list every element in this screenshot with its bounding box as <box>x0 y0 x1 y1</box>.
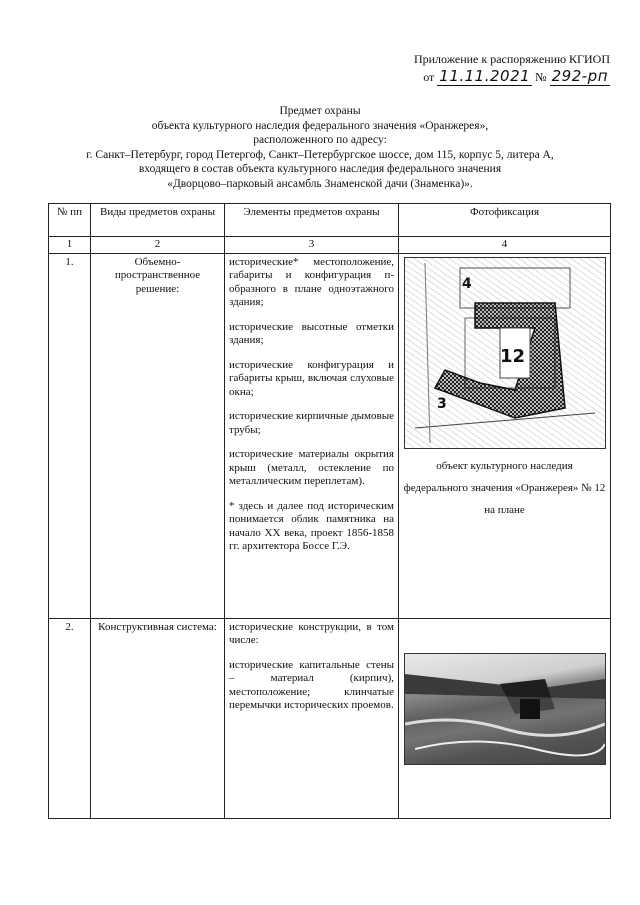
plan-label-3: 3 <box>436 395 447 412</box>
element-text: исторические* местоположение, габариты и конфигурация п-образного в плане одноэтажного здания; <box>229 255 394 308</box>
element-text: исторические кирпичные дымовые трубы; <box>229 410 394 436</box>
building-photo <box>404 653 606 765</box>
title-line-2: объекта культурного наследия федерального значения «Оранжерея», <box>151 119 489 132</box>
row-elements <box>225 618 399 818</box>
title-line-1: Предмет охраны <box>279 105 361 117</box>
site-plan-drawing <box>405 258 605 448</box>
element-text: исторические конструкции, в том числе: <box>229 620 394 646</box>
row-elements <box>225 253 399 618</box>
col-number-2: 2 <box>91 237 225 254</box>
date-prefix: от <box>423 70 435 84</box>
title-line-6: «Дворцово–парковый ансамбль Знаменской дачи (Знаменка)». <box>167 177 473 190</box>
title-line-4: г. Санкт–Петербург, город Петергоф, Санкт–Петербургское шоссе, дом 115, корпус 5, литера А, <box>86 148 554 161</box>
title-line-5: входящего в состав объекта культурного наследия федерального значения <box>138 163 502 175</box>
header-type: Виды предметов охраны <box>91 204 225 237</box>
table-row <box>49 618 611 818</box>
number-prefix: № <box>535 70 547 84</box>
row-number: 1. <box>49 253 91 618</box>
table-numbering-row <box>49 237 611 254</box>
title-line-3: расположенного по адресу: <box>253 134 387 146</box>
site-plan-image <box>404 257 606 449</box>
plan-label-12: 12 <box>499 345 525 367</box>
col-number-4: 4 <box>399 237 611 254</box>
appendix-date-line <box>414 68 610 86</box>
plan-label-4: 4 <box>461 275 472 292</box>
appendix-title: Приложение к распоряжению КГИОП <box>413 52 610 66</box>
row-number: 2. <box>49 618 91 818</box>
photo-caption: объект культурного наследия федерального значения «Оранжерея» № 12 на плане <box>403 459 606 516</box>
element-text: исторические высотные отметки здания; <box>229 320 394 346</box>
table-row <box>49 253 611 618</box>
header-number: № пп <box>49 204 91 237</box>
row-photo-cell <box>399 253 611 618</box>
element-text: исторические капитальные стены – материал (кирпич), местоположение; клинчатые перемычки исторических проемов. <box>229 658 394 711</box>
row-type: Объемно-пространственное решение: <box>91 253 225 618</box>
row-photo-cell <box>399 618 611 818</box>
element-text: исторические материалы окрытия крыш (металл, остекление по металлическим переплетам). <box>229 448 394 487</box>
document-title <box>40 104 600 191</box>
appendix-header <box>414 51 610 86</box>
col-number-1: 1 <box>49 237 91 254</box>
building-photo-drawing <box>405 654 605 764</box>
row-type: Конструктивная система: <box>91 618 225 818</box>
header-photo: Фотофиксация <box>399 204 611 237</box>
table-header-row <box>49 204 611 237</box>
element-text: исторические конфигурация и габариты крыш, включая слуховые окна; <box>229 358 394 398</box>
footnote-text: * здесь и далее под историческим понимается облик памятника на начало XX века, проект 1856-1858 гг. архитектора Боссе Г.Э. <box>229 499 394 552</box>
header-elements: Элементы предметов охраны <box>225 204 399 237</box>
protection-table <box>48 203 611 819</box>
appendix-number: 292-рп <box>551 67 608 85</box>
col-number-3: 3 <box>225 237 399 254</box>
appendix-date: 11.11.2021 <box>439 67 531 85</box>
